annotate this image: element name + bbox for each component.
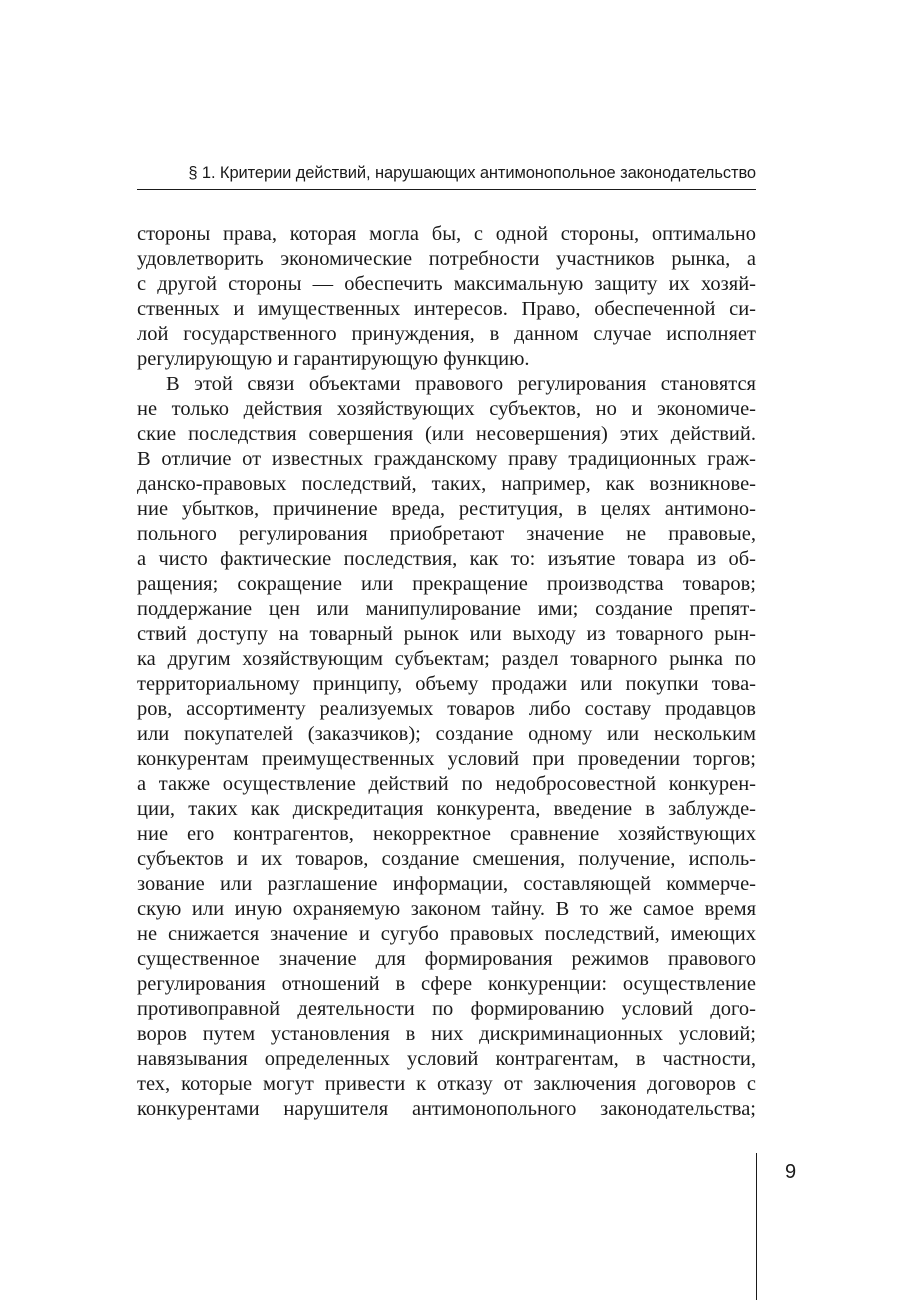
text-line: не только действия хозяйствующих субъектов, но и экономиче- [137,398,756,420]
text-line: субъектов и их товаров, создание смешения, получение, исполь- [137,848,756,870]
page-number-rule [756,1153,757,1300]
text-line: польного регулирования приобретают значение не правовые, [137,523,756,545]
text-line: регулирования отношений в сфере конкуренции: осуществление [137,973,756,995]
text-line: конкурентами нарушителя антимонопольного законодательства; [137,1098,756,1120]
header-rule [137,189,756,190]
text-line: удовлетворить экономические потребности участников рынка, а [137,248,756,270]
running-header: § 1. Критерии действий, нарушающих антимонопольное законодательство [188,164,756,182]
text-line: ции, таких как дискредитация конкурента, введение в заблужде- [137,798,756,820]
text-line: поддержание цен или манипулирование ими; создание препят- [137,598,756,620]
text-line: скую или иную охраняемую законом тайну. В то же самое время [137,898,756,920]
text-line: территориальному принципу, объему продажи или покупки това- [137,673,756,695]
text-line: а чисто фактические последствия, как то: изъятие товара из об- [137,548,756,570]
text-line: ка другим хозяйствующим субъектам; раздел товарного рынка по [137,648,756,670]
text-line: с другой стороны — обеспечить максимальную защиту их хозяй- [137,273,756,295]
paragraph-2 [137,372,756,1122]
text-line: регулирующую и гарантирующую функцию. [137,348,530,370]
text-line: зование или разглашение информации, составляющей коммерче- [137,873,756,895]
text-line: конкурентам преимущественных условий при проведении торгов; [137,748,756,770]
text-line: В этой связи объектами правового регулирования становятся [166,373,756,395]
text-line: существенное значение для формирования режимов правового [137,948,756,970]
text-line: не снижается значение и сугубо правовых последствий, имеющих [137,923,756,945]
text-line: ние его контрагентов, некорректное сравнение хозяйствующих [137,823,756,845]
body-text [137,222,756,1122]
text-line: ние убытков, причинение вреда, реституция, в целях антимоно- [137,498,756,520]
text-line: ственных и имущественных интересов. Право, обеспеченной си- [137,298,756,320]
page-number: 9 [785,1161,797,1183]
text-line: противоправной деятельности по формированию условий дого- [137,998,756,1020]
paragraph-1 [137,222,756,372]
text-line: тех, которые могут привести к отказу от заключения договоров с [137,1073,756,1095]
text-line: а также осуществление действий по недобросовестной конкурен- [137,773,756,795]
text-line: лой государственного принуждения, в данном случае исполняет [137,323,756,345]
text-line: данско-правовых последствий, таких, например, как возникнове- [137,473,756,495]
text-line: стороны права, которая могла бы, с одной стороны, оптимально [137,223,756,245]
text-line: воров путем установления в них дискриминационных условий; [137,1023,756,1045]
text-line: ров, ассортименту реализуемых товаров либо составу продавцов [137,698,756,720]
text-line: В отличие от известных гражданскому праву традиционных граж- [137,448,756,470]
text-line: навязывания определенных условий контрагентам, в частности, [137,1048,756,1070]
text-line: или покупателей (заказчиков); создание одному или нескольким [137,723,756,745]
text-line: ствий доступу на товарный рынок или выходу из товарного рын- [137,623,756,645]
text-line: ращения; сокращение или прекращение производства товаров; [137,573,756,595]
text-line: ские последствия совершения (или несовершения) этих действий. [137,423,756,445]
